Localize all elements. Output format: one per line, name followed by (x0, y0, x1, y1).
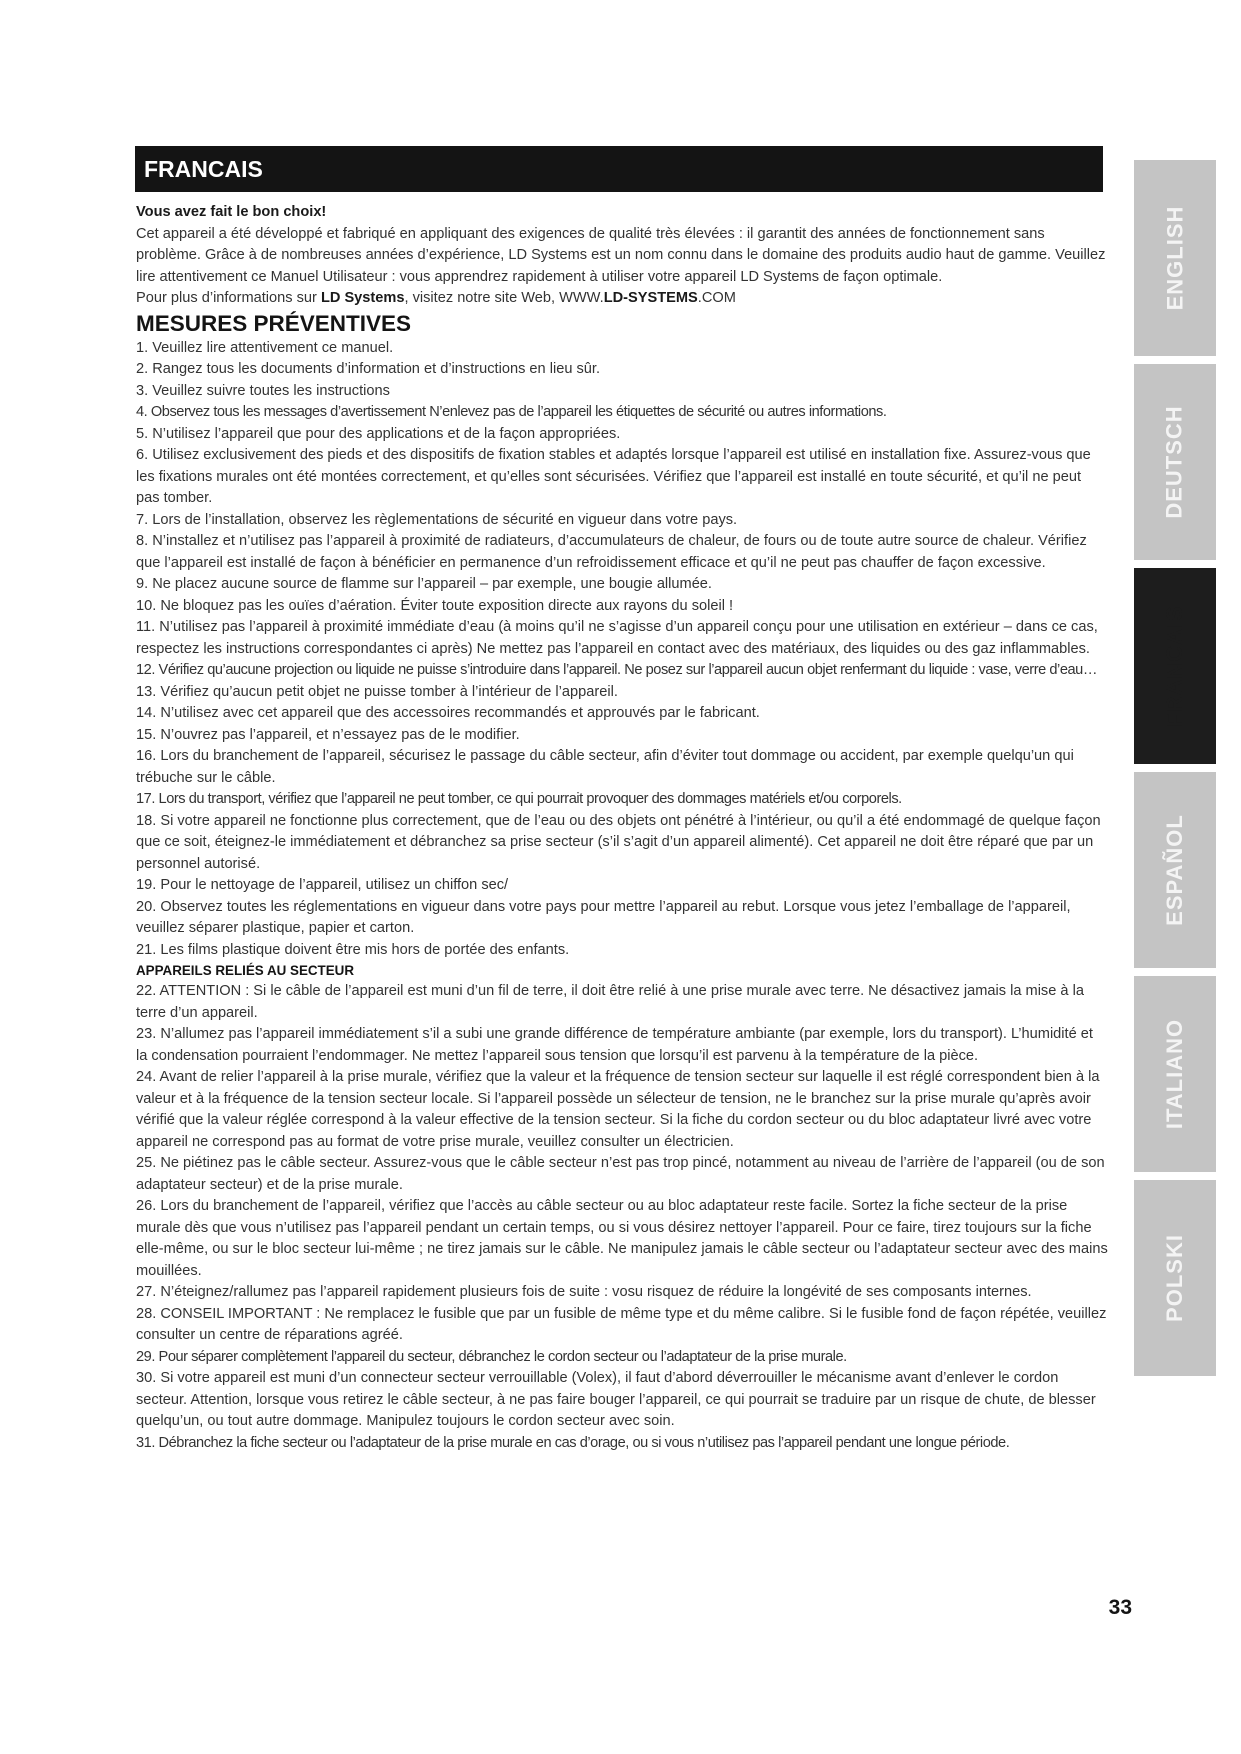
language-tab-label: ESPAÑOL (1162, 814, 1187, 926)
language-tab-label: FRANCAIS (1162, 605, 1188, 727)
precaution-item: 3. Veuillez suivre toutes les instructions (136, 382, 390, 399)
more-info-middle: , visitez notre site Web, WWW. (404, 290, 604, 306)
precaution-item: 19. Pour le nettoyage de l’appareil, utilisez un chiffon sec/ (136, 877, 509, 893)
precaution-item: 13. Vérifiez qu’aucun petit objet ne puisse tomber à l’intérieur de l’appareil. (136, 683, 618, 700)
language-tab-english (1134, 160, 1216, 356)
more-info-prefix: Pour plus d’informations sur (136, 290, 321, 306)
precaution-item: 7. Lors de l’installation, observez les règlementations de sécurité en vigueur dans votre pays. (136, 511, 738, 528)
precaution-item: 14. N’utilisez avec cet appareil que des accessoires recommandés et approuvés par le fabricant. (136, 705, 760, 721)
language-tab-italiano (1134, 976, 1216, 1172)
mains-heading: APPAREILS RELIÉS AU SECTEUR (136, 963, 354, 978)
mains-item: 30. Si votre appareil est muni d’un connecteur secteur verrouillable (Volex), il faut d’abord déverrouiller le mécanisme avant d’enlever le cordon secteur. Attention, lorsque vous retirez le câble secteur, à ne pas faire bouger l’appareil, ce qui pourrait se traduire par un risque de chute, de blesser quelqu’un, ou tout autre dommage. Manipulez toujours le cordon secteur avec soin. (136, 1370, 1096, 1429)
mains-item: 25. Ne piétinez pas le câble secteur. Assurez-vous que le câble secteur n’est pas trop pincé, notamment au niveau de l’arrière de l’appareil (ou de son adaptateur secteur) et de la prise murale. (136, 1155, 1105, 1193)
language-tab-deutsch (1134, 364, 1216, 560)
mains-item: 27. N’éteignez/rallumez pas l’appareil rapidement plusieurs fois de suite : vosu risquez de réduire la longévité de ses composants internes. (136, 1284, 1032, 1300)
intro-more-info (136, 288, 1108, 310)
language-tab-label: ENGLISH (1162, 205, 1188, 311)
precaution-item: 10. Ne bloquez pas les ouïes d’aération. Éviter toute exposition directe aux rayons du soleil ! (136, 597, 734, 614)
language-tab-label: DEUTSCH (1162, 405, 1187, 519)
precaution-item: 11. N’utilisez pas l’appareil à proximité immédiate d’eau (à moins qu’il ne s’agisse d’un appareil conçu pour une utilisation en extérieur – dans ce cas, respectez les instructions correspondantes ci après) Ne mettez pas l’appareil en contact avec des matériaux, des liquides ou des gaz inflammables. (136, 619, 1098, 657)
mains-item: 29. Pour séparer complètement l’appareil du secteur, débranchez le cordon secteur ou l’adaptateur de la prise murale. (136, 1348, 847, 1365)
section-header-title: FRANCAIS (144, 155, 263, 182)
precaution-item: 15. N’ouvrez pas l’appareil, et n’essayez pas de le modifier. (136, 726, 520, 743)
page-content (136, 202, 1108, 1454)
language-tab-polski (1134, 1180, 1216, 1376)
mains-item: 26. Lors du branchement de l’appareil, vérifiez que l’accès au câble secteur ou au bloc adaptateur reste facile. Sortez la fiche secteur de la prise murale dès que vous n’utilisez pas l’appareil pendant un certain temps, ou si vous désirez nettoyer l’appareil. Pour ce faire, tirez toujours sur la fiche elle-même, ou sur le bloc secteur lui-même ; ne tirez jamais sur le câble. Ne manipulez jamais le câble secteur ou l’adaptateur secteur avec des mains mouillées. (136, 1198, 1108, 1279)
language-tab-francais-active (1134, 568, 1216, 764)
precaution-item: 21. Les films plastique doivent être mis hors de portée des enfants. (136, 941, 570, 958)
precautions-heading: MESURES PRÉVENTIVES (136, 310, 412, 336)
language-tab-label: ITALIANO (1162, 1018, 1187, 1130)
mains-item: 31. Débranchez la fiche secteur ou l’adaptateur de la prise murale en cas d’orage, ou si vous n’utilisez pas l’appareil pendant une longue période. (136, 1434, 1010, 1451)
precaution-item: 16. Lors du branchement de l’appareil, sécurisez le passage du câble secteur, afin d’éviter tout dommage ou accident, par exemple quelqu’un qui trébuche sur le câble. (136, 748, 1074, 786)
mains-item: 23. N’allumez pas l’appareil immédiatement s’il a subi une grande différence de température ambiante (par exemple, lors du transport). L’humidité et la condensation pourraient l’endommager. Ne mettez l’appareil sous tension que lorsqu’il est parvenu à la température de la pièce. (136, 1026, 1093, 1064)
section-header-bar (135, 146, 1103, 192)
precaution-item: 5. N’utilisez l’appareil que pour des applications et de la façon appropriées. (136, 425, 621, 442)
precaution-item: 12. Vérifiez qu’aucune projection ou liquide ne puisse s’introduire dans l’appareil. Ne posez sur l’appareil aucun objet renfermant du liquide : vase, verre d’eau… (136, 662, 1097, 678)
precaution-item: 6. Utilisez exclusivement des pieds et des dispositifs de fixation stables et adaptés lorsque l’appareil est utilisé en installation fixe. Assurez-vous que les fixations murales ont été montées correctement, et qu’elles sont sécurisées. Vérifiez que l’appareil est installé en toute sécurité, et qu’il ne peut pas tomber. (136, 447, 1091, 506)
mains-item: 28. CONSEIL IMPORTANT : Ne remplacez le fusible que par un fusible de même type et du même calibre. Si le fusible fond de façon répétée, veuillez consulter un centre de réparations agréé. (136, 1305, 1107, 1343)
language-tab-espanol (1134, 772, 1216, 968)
precaution-item: 8. N’installez et n’utilisez pas l’appareil à proximité de radiateurs, d’accumulateurs de chaleur, de fours ou de toute autre source de chaleur. Vérifiez que l’appareil est installé de façon à bénéficier en permanence d’un refroidissement efficace et qu’il ne peut pas chauffer de façon excessive. (136, 533, 1087, 571)
precaution-item: 4. Observez tous les messages d’avertissement N’enlevez pas de l’appareil les étiquettes de sécurité ou autres informations. (136, 404, 887, 420)
precaution-item: 2. Rangez tous les documents d’information et d’instructions en lieu sûr. (136, 361, 601, 377)
precaution-item: 1. Veuillez lire attentivement ce manuel. (136, 339, 394, 356)
language-side-tabs (1134, 160, 1216, 1376)
brand-name: LD Systems (320, 290, 405, 306)
intro-body: Cet appareil a été développé et fabriqué en appliquant des exigences de qualité très élevées : il garantit des années de fonctionnement sans problème. Grâce à de nombreuses années d’expérience, LD Systems est un nom connu dans le domaine des produits audio haut de gamme. Veuillez lire attentivement ce Manuel Utilisateur : vous apprendrez rapidement à utiliser votre appareil LD Systems de façon optimale. (136, 225, 1106, 285)
precaution-item: 20. Observez toutes les réglementations en vigueur dans votre pays pour mettre l’appareil au rebut. Lorsque vous jetez l’emballage de l’appareil, veuillez séparer plastique, papier et carton. (136, 898, 1071, 936)
website-bold: LD-SYSTEMS (603, 290, 698, 306)
page-number: 33 (1108, 1596, 1132, 1619)
precaution-item: 9. Ne placez aucune source de flamme sur l’appareil – par exemple, une bougie allumée. (136, 576, 712, 592)
precaution-item: 17. Lors du transport, vérifiez que l’appareil ne peut tomber, ce qui pourrait provoquer des dommages matériels et/ou corporels. (136, 791, 902, 807)
mains-item: 22. ATTENTION : Si le câble de l’appareil est muni d’un fil de terre, il doit être relié à une prise murale avec terre. Ne désactivez jamais la mise à la terre d’un appareil. (136, 983, 1084, 1021)
language-tab-label: POLSKI (1162, 1234, 1187, 1322)
website-suffix: .COM (697, 290, 736, 306)
mains-item: 24. Avant de relier l’appareil à la prise murale, vérifiez que la valeur et la fréquence de tension secteur sur laquelle il est réglé correspondent bien à la valeur et à la fréquence de la tension secteur locale. Si l’appareil possède un sélecteur de tension, ne le branchez sur la prise murale qu’après avoir vérifié que la valeur réglée correspond à la valeur effective de la tension secteur. Si la fiche du cordon secteur ou du bloc adaptateur livré avec votre appareil ne correspond pas au format de votre prise murale, veuillez consulter un électricien. (136, 1069, 1100, 1150)
intro-title: Vous avez fait le bon choix! (136, 204, 327, 220)
precaution-item: 18. Si votre appareil ne fonctionne plus correctement, que de l’eau ou des objets ont pénétré à l’intérieur, ou qu’il a été endommagé de quelque façon que ce soit, éteignez-le immédiatement et débranchez sa prise secteur (s’il s’agit d’un appareil alimenté). Cet appareil ne doit être réparé que par un personnel autorisé. (136, 812, 1101, 872)
